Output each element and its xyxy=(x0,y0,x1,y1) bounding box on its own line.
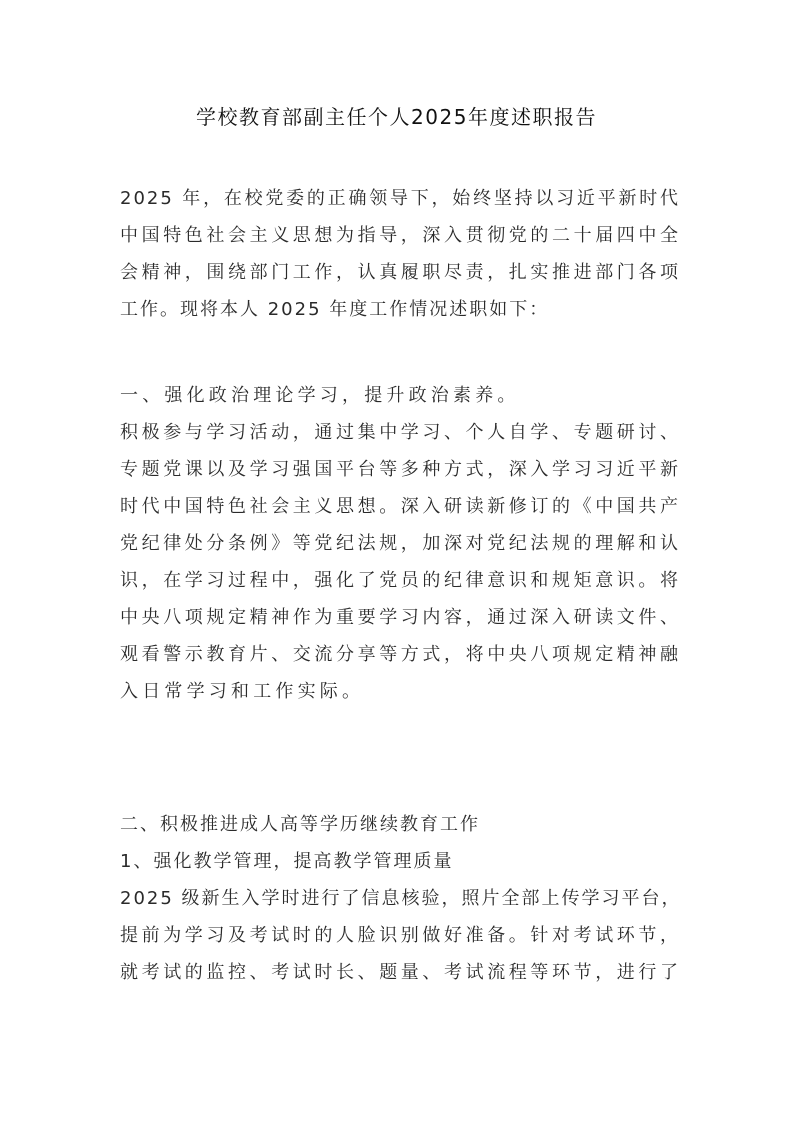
intro-line: 2025 年，在校党委的正确领导下，始终坚持以习近平新时代 xyxy=(120,188,680,209)
section-2-subheading: 1、强化教学管理，提高教学管理质量 xyxy=(120,851,454,872)
section-1-line: 专题党课以及学习强国平台等多种方式，深入学习习近平新 xyxy=(120,459,680,480)
section-2-heading: 二、积极推进成人高等学历继续教育工作 xyxy=(120,814,480,835)
section-2-line: 就考试的监控、考试时长、题量、考试流程等环节，进行了 xyxy=(120,962,680,983)
section-2-line: 提前为学习及考试时的人脸识别做好准备。针对考试环节， xyxy=(120,925,680,946)
intro-line: 会精神，围绕部门工作，认真履职尽责，扎实推进部门各项 xyxy=(120,262,680,283)
section-1-line: 入日常学习和工作实际。 xyxy=(120,681,365,702)
document-title: 学校教育部副主任个人2025年度述职报告 xyxy=(196,105,597,129)
section-1-line: 中央八项规定精神作为重要学习内容，通过深入研读文件、 xyxy=(120,607,680,628)
section-1-line: 识，在学习过程中，强化了党员的纪律意识和规矩意识。将 xyxy=(120,570,680,591)
intro-line: 工作。现将本人 2025 年度工作情况述职如下： xyxy=(120,299,550,320)
section-1-line: 观看警示教育片、交流分享等方式，将中央八项规定精神融 xyxy=(120,644,680,665)
section-2-line: 2025 级新生入学时进行了信息核验，照片全部上传学习平台， xyxy=(120,888,682,909)
section-1-line: 积极参与学习活动，通过集中学习、个人自学、专题研讨、 xyxy=(120,422,680,443)
section-1-line: 时代中国特色社会主义思想。深入研读新修订的《中国共产 xyxy=(120,496,680,517)
section-1-heading: 一、强化政治理论学习，提升政治素养。 xyxy=(120,385,520,406)
section-1-line: 党纪律处分条例》等党纪法规，加深对党纪法规的理解和认 xyxy=(120,533,680,554)
intro-line: 中国特色社会主义思想为指导，深入贯彻党的二十届四中全 xyxy=(120,225,680,246)
